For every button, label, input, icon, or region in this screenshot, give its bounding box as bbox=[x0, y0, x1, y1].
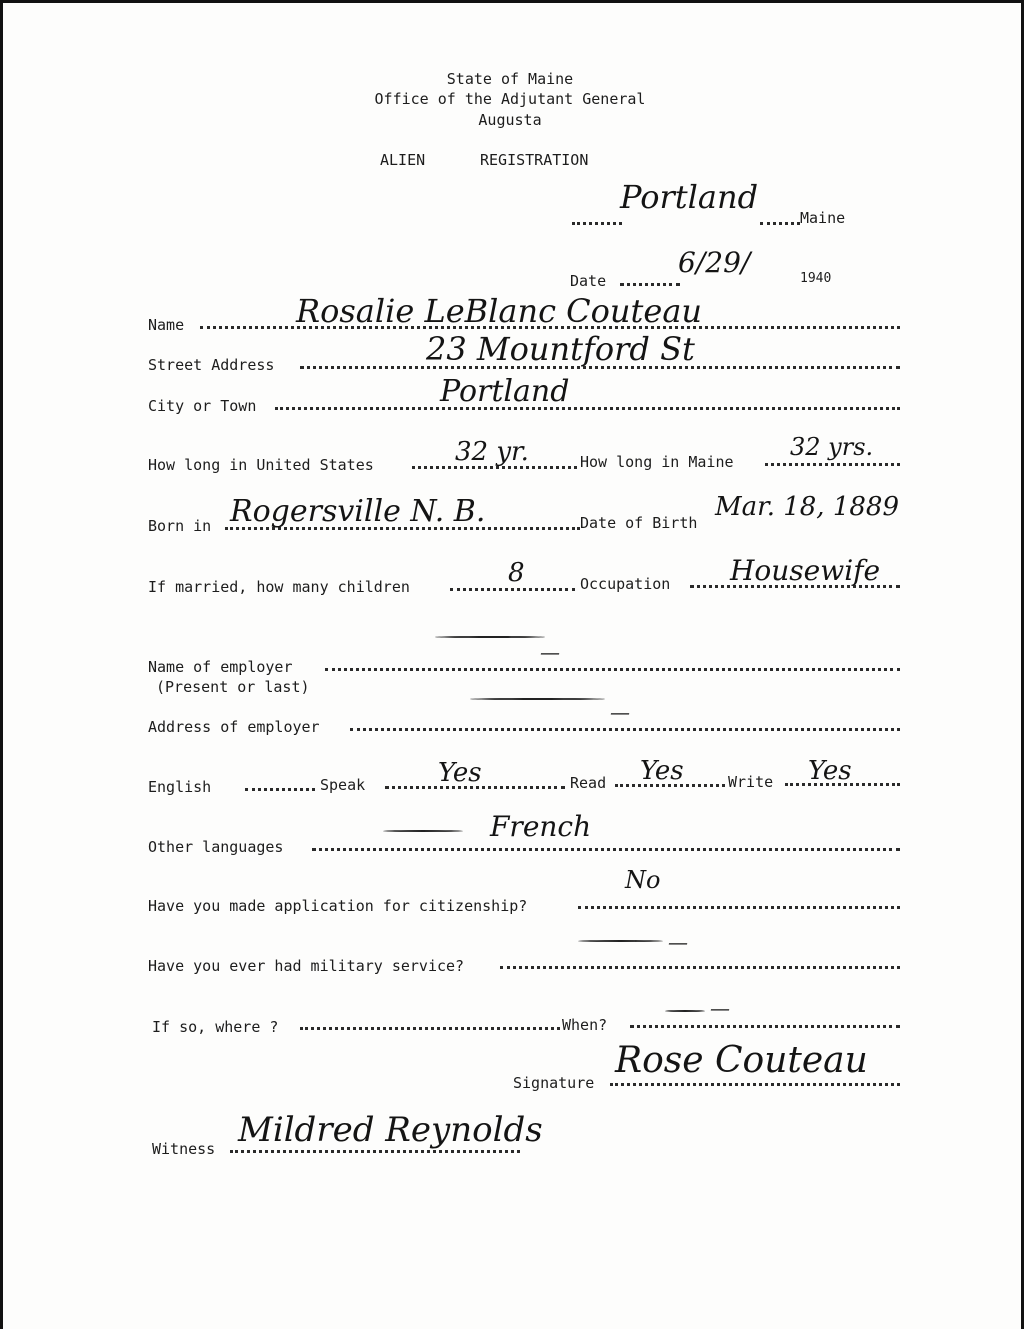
employer-address-dots bbox=[350, 728, 900, 731]
date-year: 1940 bbox=[800, 271, 832, 286]
write-value: Yes bbox=[808, 756, 852, 786]
maine-value: 32 yrs. bbox=[790, 433, 874, 461]
form-title-registration: REGISTRATION bbox=[480, 151, 589, 169]
english-label: English bbox=[148, 778, 212, 796]
write-label: Write bbox=[728, 773, 774, 791]
street-label: Street Address bbox=[148, 356, 275, 374]
witness-dots bbox=[230, 1150, 520, 1153]
place-value: Portland bbox=[620, 178, 759, 216]
occupation-label: Occupation bbox=[580, 575, 671, 593]
scan-border-top bbox=[0, 0, 1024, 3]
born-label: Born in bbox=[148, 517, 212, 535]
where-value: — bbox=[710, 996, 730, 1020]
city-dots bbox=[275, 407, 900, 410]
us-label: How long in United States bbox=[148, 456, 374, 474]
signature-label: Signature bbox=[513, 1074, 595, 1092]
children-dots bbox=[450, 588, 575, 591]
date-label: Date bbox=[570, 272, 607, 290]
employer-label: Name of employer bbox=[148, 658, 293, 676]
header-city: Augusta bbox=[478, 111, 542, 129]
maine-dots bbox=[765, 463, 900, 466]
other-languages-label: Other languages bbox=[148, 838, 284, 856]
maine-label: How long in Maine bbox=[580, 453, 734, 471]
employer-dots bbox=[325, 668, 900, 671]
occupation-value: Housewife bbox=[730, 554, 881, 587]
children-label: If married, how many children bbox=[148, 578, 410, 596]
header-office: Office of the Adjutant General bbox=[374, 90, 646, 108]
witness-label: Witness bbox=[152, 1140, 216, 1158]
citizenship-value: No bbox=[625, 866, 661, 894]
place-dots bbox=[572, 222, 622, 225]
signature-dots bbox=[610, 1083, 900, 1086]
when-label: When? bbox=[562, 1016, 608, 1034]
name-label: Name bbox=[148, 316, 185, 334]
military-dash-mark bbox=[578, 940, 663, 942]
citizenship-label: Have you made application for citizenship? bbox=[148, 897, 528, 915]
other-languages-dash-mark bbox=[383, 830, 463, 832]
speak-label: Speak bbox=[320, 776, 366, 794]
witness-value: Mildred Reynolds bbox=[238, 1110, 543, 1150]
signature-value: Rose Couteau bbox=[615, 1040, 868, 1081]
employer-address-value: — bbox=[610, 700, 630, 724]
dob-label: Date of Birth bbox=[580, 514, 698, 532]
english-dots bbox=[245, 788, 315, 791]
us-value: 32 yr. bbox=[455, 437, 529, 467]
military-label: Have you ever had military service? bbox=[148, 957, 465, 975]
scan-border-left bbox=[0, 0, 3, 1329]
military-dots bbox=[500, 966, 900, 969]
when-dash-mark bbox=[665, 1010, 705, 1012]
other-languages-dots bbox=[312, 848, 900, 851]
employer-dash-mark bbox=[435, 636, 545, 638]
employer-address-label: Address of employer bbox=[148, 718, 320, 736]
form-title-alien: ALIEN bbox=[380, 151, 426, 169]
read-value: Yes bbox=[640, 756, 684, 786]
header-state: State of Maine bbox=[446, 70, 574, 88]
when-dots bbox=[630, 1025, 900, 1028]
other-languages-value: French bbox=[490, 810, 592, 843]
place-dots-end bbox=[760, 222, 800, 225]
where-dots bbox=[300, 1027, 560, 1030]
city-value: Portland bbox=[440, 374, 570, 409]
born-value: Rogersville N. B. bbox=[230, 494, 486, 529]
employer-value: — bbox=[540, 640, 560, 664]
employer-sublabel: (Present or last) bbox=[156, 678, 310, 696]
city-label: City or Town bbox=[148, 397, 257, 415]
read-label: Read bbox=[570, 774, 607, 792]
employer-address-dash-mark bbox=[470, 698, 605, 700]
place-suffix: Maine bbox=[800, 209, 846, 227]
date-value: 6/29/ bbox=[678, 246, 751, 279]
date-dots bbox=[620, 283, 680, 286]
speak-value: Yes bbox=[438, 758, 482, 788]
children-value: 8 bbox=[508, 558, 525, 588]
citizenship-dots bbox=[578, 906, 900, 909]
where-label: If so, where ? bbox=[152, 1018, 279, 1036]
street-value: 23 Mountford St bbox=[426, 330, 695, 368]
name-value: Rosalie LeBlanc Couteau bbox=[296, 292, 702, 330]
military-value: — bbox=[668, 930, 688, 954]
dob-value: Mar. 18, 1889 bbox=[715, 492, 900, 522]
